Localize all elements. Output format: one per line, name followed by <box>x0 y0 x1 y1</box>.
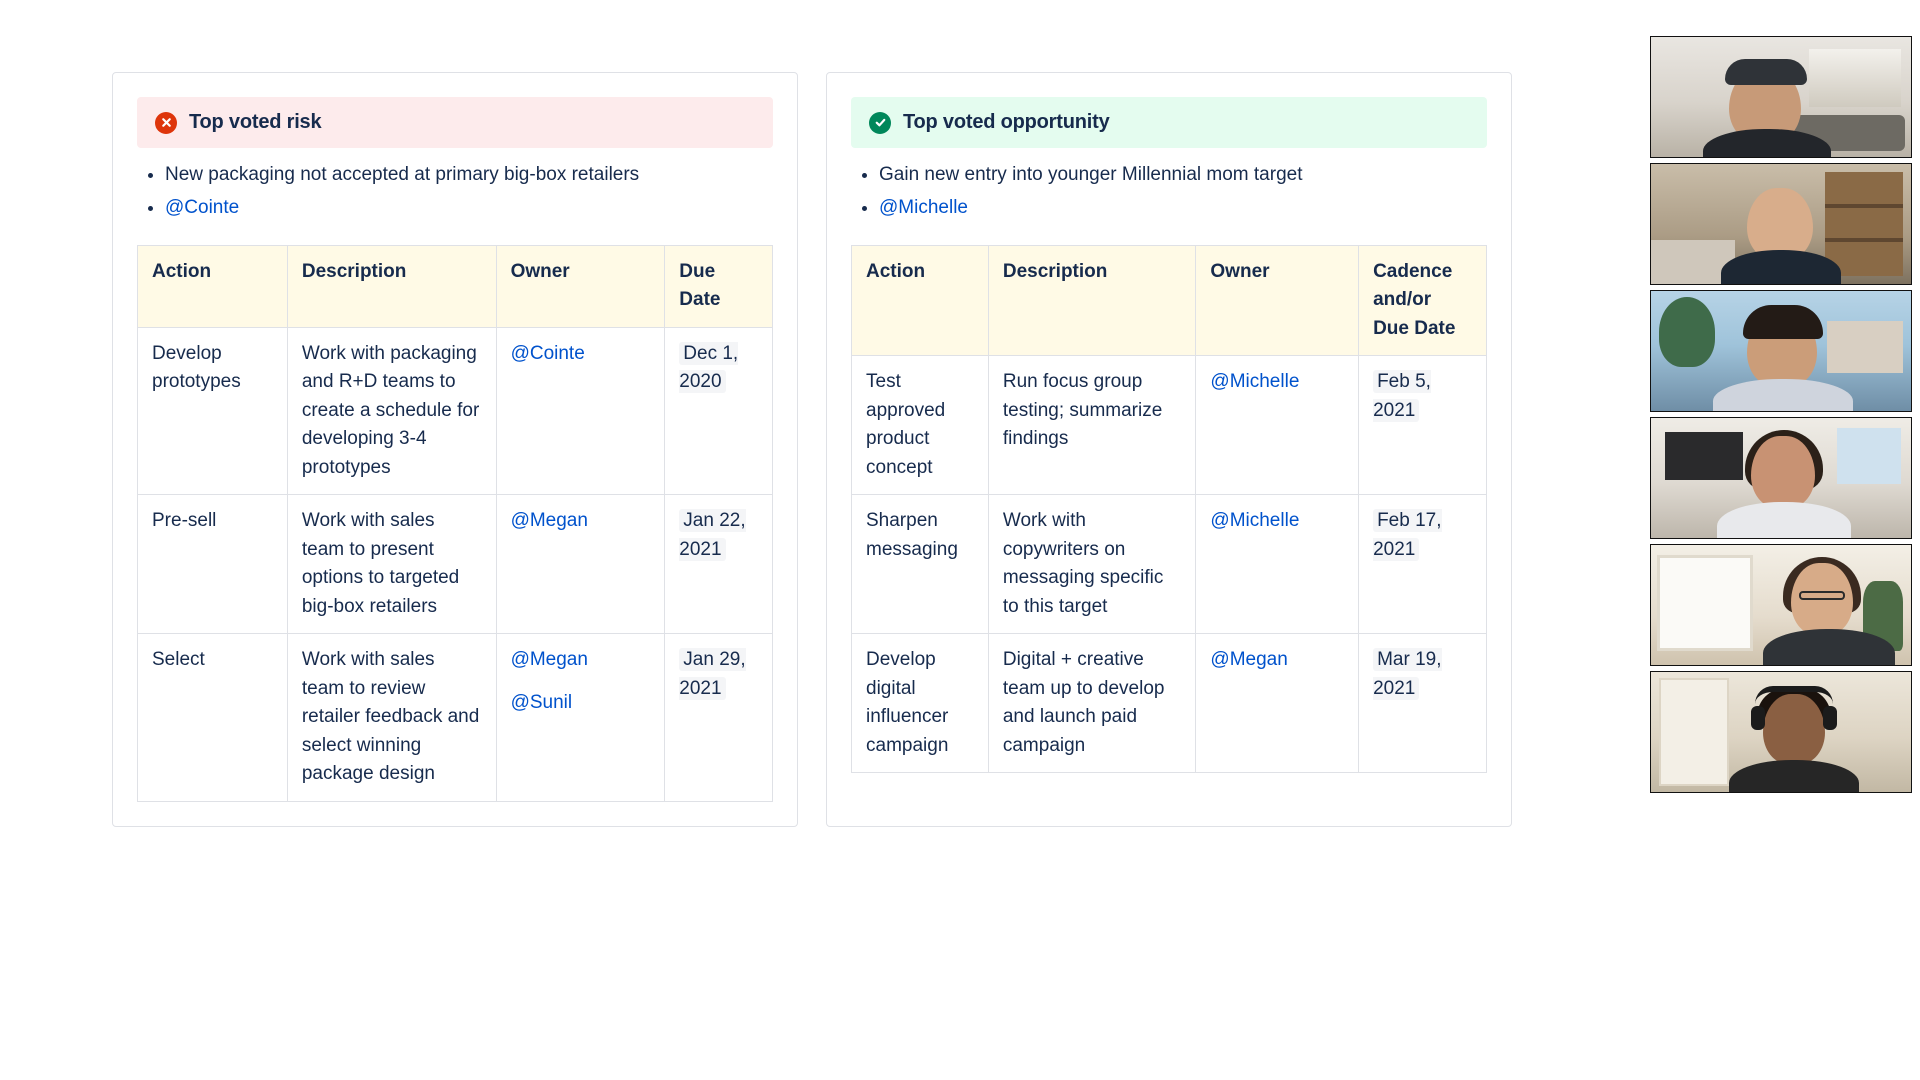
cell-owner <box>1196 495 1359 634</box>
table-header-row <box>852 245 1487 356</box>
background-shelf-line <box>1825 204 1903 208</box>
table-row <box>138 327 773 495</box>
cell-description: Work with sales team to present options to targeted big-box retailers <box>287 495 496 634</box>
video-feed <box>1651 418 1911 538</box>
cell-due-date <box>665 634 773 802</box>
risk-bullet-list <box>137 160 773 223</box>
panel-header-opportunity <box>851 97 1487 148</box>
participant-cap <box>1725 59 1807 85</box>
cell-owner <box>1196 634 1359 773</box>
table-row <box>852 356 1487 495</box>
cell-action: Select <box>138 634 288 802</box>
risk-actions-table <box>137 245 773 802</box>
mention-link[interactable]: @Cointe <box>165 197 240 219</box>
date-chip: Jan 22, 2021 <box>679 510 746 560</box>
panel-title-opportunity: Top voted opportunity <box>903 111 1110 133</box>
list-item <box>879 160 1487 189</box>
column-header-owner: Owner <box>1196 245 1359 356</box>
background-shelf <box>1825 172 1903 276</box>
background-tree <box>1659 297 1715 367</box>
mention-link[interactable]: @Michelle <box>1210 510 1300 532</box>
headphone-left-cup <box>1751 706 1765 730</box>
background-door <box>1659 678 1729 786</box>
cell-action: Pre-sell <box>138 495 288 634</box>
opportunity-bullet-list <box>851 160 1487 223</box>
date-chip: Mar 19, 2021 <box>1373 649 1442 699</box>
video-feed <box>1651 291 1911 411</box>
table-row <box>138 634 773 802</box>
column-header-description: Description <box>287 245 496 327</box>
background-window <box>1657 555 1753 651</box>
cell-owner <box>496 327 665 495</box>
cell-description: Digital + creative team up to develop and launch paid campaign <box>988 634 1196 773</box>
cell-description: Work with copywriters on messaging specific to this target <box>988 495 1196 634</box>
panels-container <box>112 72 1512 827</box>
video-feed <box>1651 164 1911 284</box>
mention-link[interactable]: @Megan <box>1210 649 1288 671</box>
cell-due-date <box>1359 495 1487 634</box>
list-item <box>165 160 773 189</box>
video-tile-participant-3[interactable] <box>1650 290 1912 412</box>
panel-title-risk: Top voted risk <box>189 111 322 133</box>
cell-description: Run focus group testing; summarize findings <box>988 356 1196 495</box>
participant-torso <box>1721 250 1841 285</box>
participant-torso <box>1729 760 1859 793</box>
risk-bullet-text: New packaging not accepted at primary big-box retailers <box>165 164 640 185</box>
column-header-due-date: Due Date <box>665 245 773 327</box>
mention-link[interactable]: @Megan <box>510 649 588 671</box>
list-item <box>879 193 1487 222</box>
participant-torso <box>1713 379 1853 412</box>
date-chip: Jan 29, 2021 <box>679 649 746 699</box>
cell-action: Develop digital influencer campaign <box>852 634 989 773</box>
background-window <box>1809 49 1901 107</box>
cell-due-date <box>1359 356 1487 495</box>
cell-description: Work with packaging and R+D teams to create a schedule for developing 3-4 prototypes <box>287 327 496 495</box>
cell-due-date <box>665 495 773 634</box>
panel-top-voted-opportunity <box>826 72 1512 827</box>
mention-link[interactable]: @Michelle <box>879 197 968 219</box>
date-chip: Feb 17, 2021 <box>1373 510 1442 560</box>
video-feed <box>1651 37 1911 157</box>
video-tile-participant-2[interactable] <box>1650 163 1912 285</box>
mention-link[interactable]: @Megan <box>510 510 588 532</box>
opportunity-bullet-text: Gain new entry into younger Millennial mom target <box>879 164 1303 185</box>
date-chip: Dec 1, 2020 <box>679 342 739 393</box>
cell-due-date <box>665 327 773 495</box>
check-circle-icon <box>869 112 891 134</box>
list-item <box>165 193 773 222</box>
participant-face <box>1763 694 1825 764</box>
column-header-cadence-due-date: Cadence and/or Due Date <box>1359 245 1487 356</box>
table-row <box>852 634 1487 773</box>
background-building <box>1827 321 1903 373</box>
cell-owner <box>496 634 665 802</box>
table-row <box>138 495 773 634</box>
cell-description: Work with sales team to review retailer feedback and select winning package design <box>287 634 496 802</box>
column-header-description: Description <box>988 245 1196 356</box>
cell-action: Sharpen messaging <box>852 495 989 634</box>
background-tv <box>1665 432 1743 480</box>
cell-action: Test approved product concept <box>852 356 989 495</box>
opportunity-actions-table <box>851 245 1487 774</box>
panel-header-risk <box>137 97 773 148</box>
cell-action: Develop prototypes <box>138 327 288 495</box>
background-window <box>1837 428 1901 484</box>
mention-link[interactable]: @Michelle <box>1210 371 1300 393</box>
headphones-icon <box>1755 686 1833 704</box>
headphone-right-cup <box>1823 706 1837 730</box>
error-circle-icon <box>155 112 177 134</box>
mention-link[interactable]: @Sunil <box>510 691 573 713</box>
video-feed <box>1651 545 1911 665</box>
participant-glasses <box>1799 591 1845 600</box>
column-header-owner: Owner <box>496 245 665 327</box>
panel-top-voted-risk <box>112 72 798 827</box>
video-call-filmstrip <box>1650 36 1912 793</box>
table-row <box>852 495 1487 634</box>
cell-due-date <box>1359 634 1487 773</box>
column-header-action: Action <box>138 245 288 327</box>
background-shelf-line <box>1825 238 1903 242</box>
participant-face <box>1751 436 1815 508</box>
participant-hair <box>1743 305 1823 339</box>
video-tile-participant-6[interactable] <box>1650 671 1912 793</box>
column-header-action: Action <box>852 245 989 356</box>
cell-owner <box>1196 356 1359 495</box>
mention-link[interactable]: @Cointe <box>510 342 585 364</box>
table-header-row <box>138 245 773 327</box>
cell-owner <box>496 495 665 634</box>
participant-torso <box>1717 502 1851 539</box>
video-tile-participant-4[interactable] <box>1650 417 1912 539</box>
video-tile-participant-5[interactable] <box>1650 544 1912 666</box>
video-feed <box>1651 672 1911 792</box>
video-tile-participant-1[interactable] <box>1650 36 1912 158</box>
date-chip: Feb 5, 2021 <box>1373 371 1431 421</box>
